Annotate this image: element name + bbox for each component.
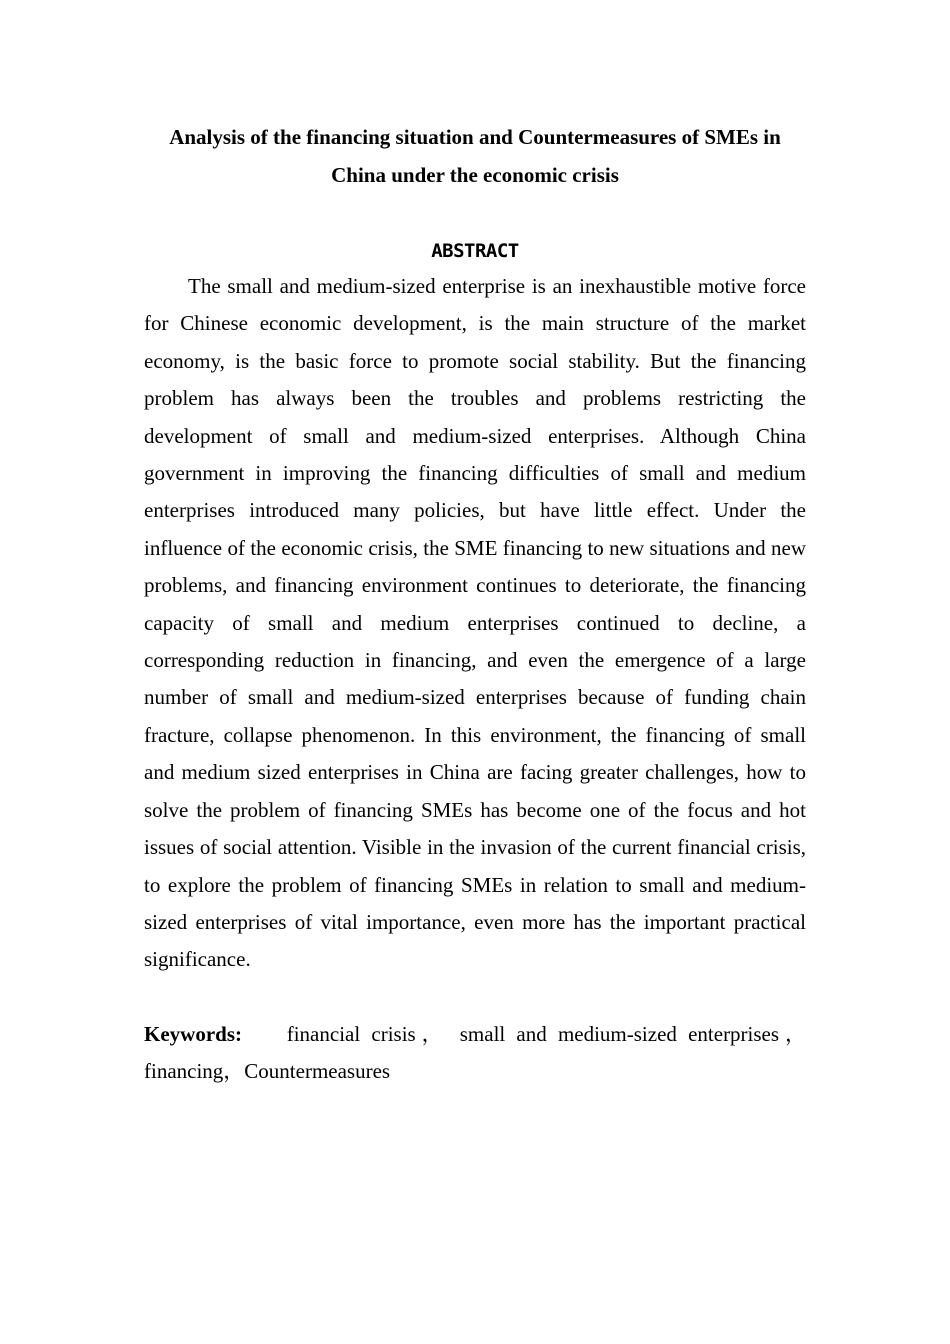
abstract-heading: ABSTRACT (431, 240, 519, 262)
page-content (144, 118, 806, 1091)
document-title (144, 118, 806, 194)
keywords-paragraph (144, 1016, 806, 1091)
abstract-body: The small and medium-sized enterprise is an inexhaustible motive force for Chinese economic development, is the main structure of the market economy, is the basic force to promote social stability. But the financing problem has always been the troubles and problems restricting the development of small and medium-sized enterprises. Although China government in improving the financing difficulties of small and medium enterprises introduced many policies, but have little effect. Under the influence of the economic crisis, the SME financing to new situations and new problems, and financing environment continues to deteriorate, the financing capacity of small and medium enterprises continued to decline, a corresponding reduction in financing, and even the emergence of a large number of small and medium-sized enterprises because of funding chain fracture, collapse phenomenon. In this environment, the financing of small and medium sized enterprises in China are facing greater challenges, how to solve the problem of financing SMEs has become one of the focus and hot issues of social attention. Visible in the invasion of the current financial crisis, to explore the problem of financing SMEs in relation to small and medium-sized enterprises of vital importance, even more has the important practical significance. (144, 274, 806, 972)
keywords-text: financial crisis， small and medium-sized enterprises，financing，Countermeasures (144, 1021, 806, 1084)
title-line-2: China under the economic crisis (331, 163, 619, 187)
keywords-label: Keywords: (144, 1021, 242, 1046)
title-line-1: Analysis of the financing situation and Countermeasures of SMEs in (169, 125, 781, 149)
